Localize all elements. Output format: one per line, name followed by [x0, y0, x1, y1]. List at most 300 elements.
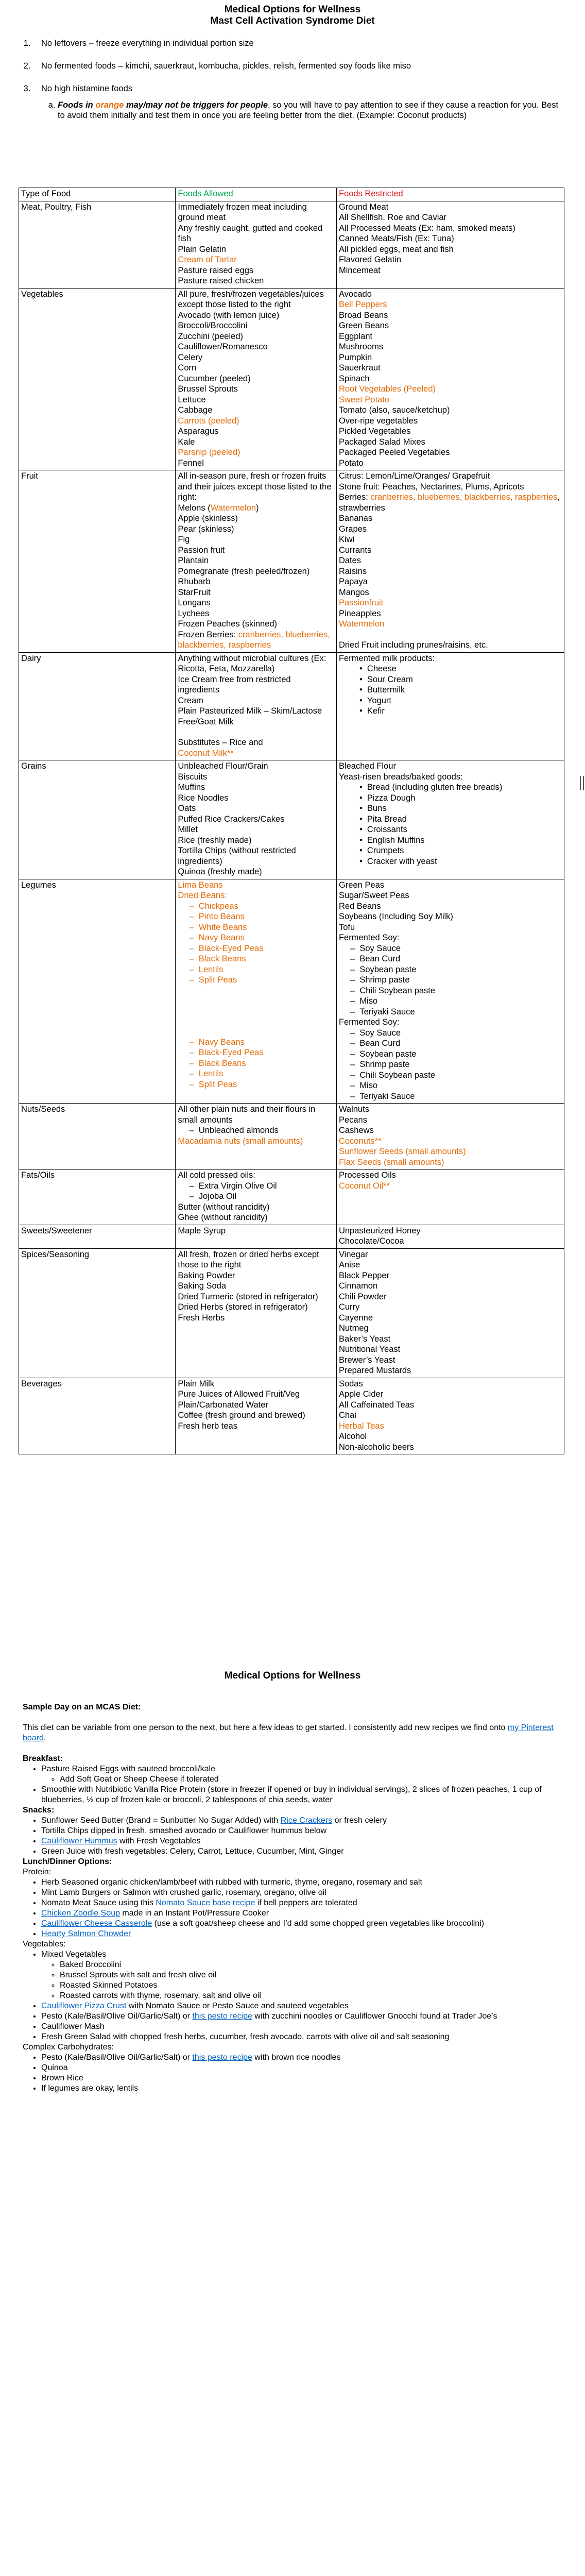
list-item [41, 1836, 559, 1846]
food-item: Passion fruit [178, 545, 225, 555]
food-item: Rice Noodles [178, 793, 229, 803]
food-item: Walnuts [338, 1105, 369, 1114]
food-item: • Buttermilk [339, 685, 562, 696]
food-item: – Jojoba Oil [178, 1191, 334, 1202]
food-item: Macadamia nuts (small amounts) [178, 1136, 303, 1146]
food-item: Sugar/Sweet Peas [338, 891, 409, 900]
list-item: • Tortilla Chips dipped in fresh, smashed avocado or Cauliflower hummus below [41, 1826, 559, 1836]
foods-allowed-cell [176, 470, 337, 653]
protein-label: Protein: [23, 1868, 51, 1876]
food-item: Puffed Rice Crackers/Cakes [178, 814, 285, 824]
lunch-label: Lunch/Dinner Options: [23, 1857, 112, 1866]
food-item: – Soybean paste [339, 1049, 562, 1060]
food-item: Ground Meat [338, 202, 389, 212]
food-item: Sodas [338, 1379, 363, 1388]
food-item: Dried Turmeric (stored in refrigerator) [178, 1292, 318, 1301]
intro-paragraph [23, 1723, 559, 1743]
blank-line [178, 1016, 334, 1027]
food-item: Cashews [338, 1126, 374, 1135]
food-item: Muffins [178, 783, 205, 792]
table-row [19, 1225, 564, 1248]
food-item: – Black Beans [178, 954, 334, 964]
list-item [41, 1764, 559, 1785]
food-item: Sauerkraut [338, 363, 381, 372]
food-item: StarFruit [178, 587, 211, 597]
sub-list [41, 1774, 559, 1785]
food-item: Plain Gelatin [178, 244, 226, 254]
food-item: Fig [178, 535, 190, 544]
table-row [19, 652, 564, 760]
list-item [41, 1898, 559, 1908]
item-text: or fresh celery [332, 1816, 387, 1825]
nomato-sauce-link[interactable]: Nomato Sauce base recipe [156, 1899, 255, 1907]
food-item: Brewer’s Yeast [338, 1355, 395, 1365]
food-item: – Bean Curd [339, 1038, 562, 1049]
food-item: Maple Syrup [178, 1226, 226, 1235]
food-item: Asparagus [178, 427, 219, 436]
list-item: • Cauliflower Mash [41, 2022, 559, 2032]
food-item: Coconuts** [338, 1136, 382, 1146]
table-row [19, 470, 564, 653]
pesto-recipe-link[interactable]: this pesto recipe [192, 2012, 252, 2021]
food-item: Unpasteurized Honey [338, 1226, 421, 1235]
food-item: Cucumber (peeled) [178, 374, 251, 383]
food-item: – Teriyaki Sauce [339, 1007, 562, 1018]
food-item: Mangos [338, 587, 369, 597]
food-item: Celery [178, 352, 203, 362]
food-item: Dried Herbs (stored in refrigerator) [178, 1302, 308, 1312]
table-row [19, 760, 564, 879]
food-item: Ghee (without rancidity) [178, 1213, 268, 1222]
food-item: – Lentils [178, 1069, 334, 1079]
cauliflower-casserole-link[interactable]: Cauliflower Cheese Casserole [41, 1919, 152, 1928]
food-item: Canned Meats/Fish (Ex: Tuna) [338, 234, 454, 243]
foods-allowed-cell [176, 288, 337, 470]
food-item: Dried Fruit including prunes/raisins, etc. [338, 640, 488, 650]
food-item: Fresh herb teas [178, 1421, 237, 1431]
protein-list [23, 1877, 559, 1939]
title-line-2: Mast Cell Activation Syndrome Diet [210, 15, 375, 26]
food-item: All other plain nuts and their flours in small amounts [178, 1105, 316, 1125]
list-item: • Green Juice with fresh vegetables: Celery, Carrot, Lettuce, Cucumber, Mint, Ginger [41, 1846, 559, 1857]
vegetables-label: Vegetables: [23, 1940, 66, 1948]
food-type-cell: Meat, Poultry, Fish [19, 201, 176, 288]
carbs-label: Complex Carbohydrates: [23, 2043, 114, 2052]
food-item-part: Watermelon [210, 503, 256, 513]
food-item: Millet [178, 825, 198, 834]
food-item: Immediately frozen meat including ground meat [178, 202, 307, 222]
food-item: Frozen Peaches (skinned) [178, 619, 278, 629]
foods-restricted-cell [336, 1104, 564, 1170]
foods-allowed-cell [176, 652, 337, 760]
food-item: Zucchini (peeled) [178, 331, 243, 341]
food-item: – Black Beans [178, 1058, 334, 1069]
food-item: – Unbleached almonds [178, 1125, 334, 1136]
food-item: • English Muffins [339, 835, 562, 846]
food-item: Herbal Teas [338, 1421, 384, 1431]
list-item: • If legumes are okay, lentils [41, 2083, 559, 2094]
food-item: – Lentils [178, 964, 334, 975]
food-item: Flavored Gelatin [338, 255, 402, 264]
food-item: All pickled eggs, meat and fish [338, 244, 454, 254]
item-text: Pesto (Kale/Basil/Olive Oil/Garlic/Salt) or [41, 2053, 193, 2062]
foods-allowed-cell [176, 760, 337, 879]
food-item-part: cranberries, blueberries, blackberries, raspberries [178, 630, 330, 650]
food-item: Yeast-risen breads/baked goods: [338, 772, 463, 782]
blank-line [178, 1027, 334, 1037]
food-item: Butter (without rancidity) [178, 1202, 270, 1212]
food-item: Vinegar [338, 1249, 368, 1259]
food-item: • Crumpets [339, 845, 562, 856]
diet-rules-list [0, 38, 585, 121]
snacks-list [23, 1816, 559, 1857]
food-item: Alcohol [338, 1432, 367, 1441]
food-item: – Chili Soybean paste [339, 1070, 562, 1081]
food-item: Tortilla Chips (without restricted ingredients) [178, 846, 296, 866]
page-sample-day [0, 1664, 585, 2576]
list-item: • Smoothie with Nutribiotic Vanilla Rice Protein (store in freezer if opened or buy in individual servings), 2 slices of frozen peaches, 1 cup of blueberries, ½ cup of frozen kale or broccoli, 2 tablespoons of chia seeds, water [41, 1785, 559, 1805]
food-item [178, 503, 334, 514]
item-text: Pasture Raised Eggs with sauteed broccoli/kale [41, 1765, 215, 1773]
document-title: Medical Options for Wellness [224, 1670, 361, 1681]
food-item: Papaya [338, 577, 368, 586]
food-type-cell: Fats/Oils [19, 1170, 176, 1225]
food-item: Pumpkin [338, 352, 372, 362]
food-item [339, 492, 562, 513]
food-item: Oats [178, 804, 196, 813]
food-item: – Shrimp paste [339, 975, 562, 986]
food-item: Passionfruit [338, 598, 384, 607]
food-item [178, 630, 334, 651]
food-item: – Soy Sauce [339, 943, 562, 954]
snacks-label: Snacks: [23, 1806, 55, 1815]
foods-allowed-cell [176, 201, 337, 288]
food-item: Flax Seeds (small amounts) [338, 1157, 444, 1167]
blank-line [178, 996, 334, 1006]
food-item: Processed Oils [338, 1171, 396, 1180]
foods-restricted-cell [336, 879, 564, 1104]
food-item: All in-season pure, fresh or frozen fruits and their juices except those listed to the right: [178, 471, 332, 502]
food-item: Bananas [338, 514, 373, 523]
food-item: Broccoli/Broccolini [178, 321, 248, 330]
food-item-part: cranberries, blueberries, blackberries, raspberries [370, 493, 558, 502]
food-type-cell: Grains [19, 760, 176, 879]
food-item: Quinoa (freshly made) [178, 867, 262, 876]
food-item: Coffee (fresh ground and brewed) [178, 1411, 305, 1420]
blank-line [178, 727, 334, 737]
foods-restricted-cell [336, 288, 564, 470]
food-item: Baking Soda [178, 1281, 226, 1291]
food-item: Mincemeat [338, 265, 381, 275]
food-item: • Kefir [339, 706, 562, 717]
food-item: Citrus: Lemon/Lime/Oranges/ Grapefruit [338, 471, 490, 481]
item-text: with Nomato Sauce or Pesto Sauce and sauteed vegetables [126, 2002, 349, 2010]
pinterest-link[interactable]: my Pinterest board [23, 1723, 554, 1742]
food-item: Pecans [338, 1115, 367, 1125]
food-item: Fermented Soy: [338, 1018, 400, 1027]
item-text: with brown rice noodles [252, 2053, 341, 2062]
header-restricted: Foods Restricted [336, 188, 564, 201]
food-item: Any freshly caught, gutted and cooked fish [178, 223, 323, 243]
cauliflower-hummus-link[interactable]: Cauliflower Hummus [41, 1837, 117, 1845]
food-item: Baker’s Yeast [338, 1334, 391, 1344]
item-text: Pesto (Kale/Basil/Olive Oil/Garlic/Salt) or [41, 2012, 193, 2021]
food-item: Baking Powder [178, 1270, 235, 1280]
breakfast-list [23, 1764, 559, 1805]
list-item: ◦ Roasted carrots with thyme, rosemary, salt and olive oil [60, 1991, 559, 2001]
food-item: – Teriyaki Sauce [339, 1091, 562, 1102]
food-item: Biscuits [178, 772, 208, 782]
food-item: All Shellfish, Roe and Caviar [338, 213, 447, 222]
food-item: Currants [338, 545, 372, 555]
food-item: Pear (skinless) [178, 524, 234, 534]
food-type-cell: Beverages [19, 1378, 176, 1454]
food-item: – Split Peas [178, 1079, 334, 1090]
list-item: ◦ Roasted Skinned Potatoes [60, 1980, 559, 1991]
food-item: – Chili Soybean paste [339, 986, 562, 996]
orange-note [58, 100, 564, 121]
food-item: Fermented Soy: [338, 933, 400, 942]
food-item: All fresh, frozen or dried herbs except those to the right [178, 1249, 319, 1269]
foods-restricted-cell [336, 470, 564, 653]
breakfast-label: Breakfast: [23, 1754, 63, 1763]
food-item: • Cracker with yeast [339, 856, 562, 867]
food-item: Watermelon [338, 619, 385, 629]
food-type-cell: Dairy [19, 652, 176, 760]
header-type: Type of Food [19, 188, 176, 201]
list-item: • Brown Rice [41, 2073, 559, 2083]
note-prefix: Foods in [58, 100, 93, 110]
food-item: – Miso [339, 1080, 562, 1091]
sub-list [41, 1960, 559, 2001]
food-item: Cream [178, 696, 203, 705]
food-item: Coconut Milk** [178, 748, 234, 758]
table-row [19, 1170, 564, 1225]
food-item: Pickled Vegetables [338, 427, 411, 436]
list-item [41, 1919, 559, 1929]
food-item: Pomegranate (fresh peeled/frozen) [178, 566, 310, 576]
food-item: Cream of Tartar [178, 255, 237, 264]
foods-restricted-cell [336, 652, 564, 760]
food-item: – Soy Sauce [339, 1028, 562, 1039]
food-item: Anise [338, 1260, 360, 1269]
food-item: Avocado [338, 289, 372, 299]
foods-table-body [19, 201, 564, 1454]
vegetables-list [23, 1950, 559, 2042]
food-type-cell: Vegetables [19, 288, 176, 470]
note-bold-part: may/may not be triggers for people [126, 100, 268, 110]
list-item [41, 1816, 559, 1826]
food-item: Parsnip (peeled) [178, 448, 240, 457]
food-type-cell: Nuts/Seeds [19, 1104, 176, 1170]
food-item: Chai [338, 1411, 356, 1420]
food-type-cell: Sweets/Sweetener [19, 1225, 176, 1248]
food-item-part: Melons ( [178, 503, 211, 513]
list-item: • Mint Lamb Burgers or Salmon with crushed garlic, rosemary, oregano, olive oil [41, 1888, 559, 1898]
food-item: • Yogurt [339, 696, 562, 706]
food-type-cell: Spices/Seasoning [19, 1248, 176, 1378]
food-item: Pineapples [338, 608, 381, 618]
list-item: • Fresh Green Salad with chopped fresh herbs, cucumber, fresh avocado, carrots with olive oil and salt seasoning [41, 2032, 559, 2042]
item-text: Sunflower Seed Butter (Brand = Sunbutter No Sugar Added) with [41, 1816, 281, 1825]
food-item: Green Beans [338, 321, 389, 330]
food-item: Bell Peppers [338, 300, 387, 309]
foods-restricted-cell [336, 201, 564, 288]
sample-heading: Sample Day on an MCAS Diet: [23, 1703, 141, 1711]
food-item: Fermented milk products: [338, 653, 435, 663]
intro-end: . [43, 1734, 46, 1742]
food-item: Ice Cream free from restricted ingredients [178, 674, 291, 694]
food-item: • Bread (including gluten free breads) [339, 782, 562, 793]
item-text: if bell peppers are tolerated [255, 1899, 357, 1907]
food-item: Fresh Herbs [178, 1313, 225, 1323]
item-text: Nomato Meat Sauce using this [41, 1899, 156, 1907]
chicken-zoodle-soup-link[interactable]: Chicken Zoodle Soup [41, 1909, 120, 1918]
list-item: ◦ Add Soft Goat or Sheep Cheese if tolerated [60, 1774, 559, 1785]
foods-allowed-cell [176, 1225, 337, 1248]
food-item: Dried Beans: [178, 891, 227, 900]
food-item: Potato [338, 458, 364, 468]
food-item: Corn [178, 363, 197, 372]
food-item: Longans [178, 598, 211, 607]
list-item [41, 2053, 559, 2063]
table-row [19, 879, 564, 1104]
food-item: – Black-Eyed Peas [178, 943, 334, 954]
food-item: Red Beans [338, 901, 381, 911]
list-item: • Quinoa [41, 2063, 559, 2073]
food-item: – Extra Virgin Olive Oil [178, 1181, 334, 1192]
list-item [41, 1950, 559, 2001]
page-scroll-handle[interactable] [580, 776, 584, 790]
blank-line [339, 630, 562, 640]
food-item: Sunflower Seeds (small amounts) [338, 1147, 466, 1156]
food-item-part: , strawberries [338, 493, 560, 513]
food-item: – Shrimp paste [339, 1059, 562, 1070]
food-item: Eggplant [338, 331, 373, 341]
foods-table [19, 188, 564, 1454]
food-item: Cinnamon [338, 1281, 378, 1291]
foods-allowed-cell [176, 1170, 337, 1225]
food-item: Pasture raised eggs [178, 265, 254, 275]
food-item: Bleached Flour [338, 761, 396, 771]
item-text: with Fresh Vegetables [117, 1837, 201, 1845]
blank-line [178, 1006, 334, 1016]
food-item: Pasture raised chicken [178, 276, 264, 285]
food-item: Pure Juices of Allowed Fruit/Veg [178, 1389, 300, 1399]
list-item [41, 1908, 559, 1919]
table-row [19, 1104, 564, 1170]
food-item: Plantain [178, 556, 209, 565]
foods-restricted-cell [336, 1170, 564, 1225]
salmon-chowder-link[interactable]: Hearty Salmon Chowder [41, 1929, 131, 1938]
food-item: Mushrooms [338, 342, 384, 351]
food-item: – Black-Eyed Peas [178, 1047, 334, 1058]
food-item: Packaged Salad Mixes [338, 437, 425, 447]
food-item: Cabbage [178, 405, 213, 415]
food-item: • Buns [339, 803, 562, 814]
table-row [19, 1378, 564, 1454]
food-item: – Bean Curd [339, 954, 562, 964]
food-item: Broad Beans [338, 310, 388, 320]
pesto-recipe-link[interactable]: this pesto recipe [192, 2053, 252, 2062]
food-item: – Pinto Beans [178, 911, 334, 922]
food-item: Plain/Carbonated Water [178, 1400, 268, 1410]
food-item: – Navy Beans [178, 933, 334, 943]
foods-restricted-cell [336, 1225, 564, 1248]
food-item: Black Pepper [338, 1270, 390, 1280]
food-item: Rice (freshly made) [178, 835, 252, 845]
food-item: Carrots (peeled) [178, 416, 239, 426]
cauliflower-pizza-link[interactable]: Cauliflower Pizza Crust [41, 2002, 127, 2010]
foods-restricted-cell [336, 1248, 564, 1378]
food-item: – Navy Beans [178, 1037, 334, 1048]
food-item: Anything without microbial cultures (Ex: Ricotta, Feta, Mozzarella) [178, 653, 326, 673]
table-header-row [19, 188, 564, 201]
note-rest: , so you will have to pay attention to see if they cause a reaction for you. Best to avoid them initially and test them in once you are feeling better from the diet. (Example: Coconut products) [58, 100, 559, 120]
food-item: Unbleached Flour/Grain [178, 761, 268, 771]
sample-day-section [0, 1702, 585, 2094]
list-item [41, 2001, 559, 2011]
food-item: Prepared Mustards [338, 1366, 411, 1375]
food-item: Nutritional Yeast [338, 1345, 401, 1354]
food-item: All Processed Meats (Ex: ham, smoked meats) [338, 223, 515, 233]
document-title [0, 0, 585, 27]
list-item [41, 1929, 559, 1939]
list-item: ◦ Brussel Sprouts with salt and fresh olive oil [60, 1970, 559, 1980]
rule-subnote-list [41, 100, 564, 121]
food-type-cell: Fruit [19, 470, 176, 653]
food-item: Soybeans (Including Soy Milk) [338, 912, 453, 921]
list-item: • Herb Seasoned organic chicken/lamb/beef with rubbed with turmeric, thyme, oregano, rosemary and salt [41, 1877, 559, 1888]
food-item: Substitutes – Rice and [178, 738, 263, 747]
food-item: Chili Powder [338, 1292, 387, 1301]
food-item: Brussel Sprouts [178, 384, 238, 394]
food-item: Tomato (also, sauce/ketchup) [338, 405, 450, 415]
food-item: Kale [178, 437, 195, 447]
food-item: Avocado (with lemon juice) [178, 310, 280, 320]
food-item: Dates [338, 556, 362, 565]
table-row [19, 1248, 564, 1378]
rule-item [33, 83, 564, 121]
food-item: Cayenne [338, 1313, 373, 1323]
food-item: Spinach [338, 374, 370, 383]
food-item: • Pita Bread [339, 814, 562, 825]
rule-text: No high histamine foods [41, 84, 133, 93]
header-allowed: Foods Allowed [176, 188, 337, 201]
rule-item: 1. No leftovers – freeze everything in individual portion size [33, 38, 564, 48]
food-item: Plain Pasteurized Milk – Skim/Lactose Free/Goat Milk [178, 706, 322, 726]
food-item: – Miso [339, 996, 562, 1007]
food-item: Rhubarb [178, 577, 211, 586]
food-item: – Chickpeas [178, 901, 334, 912]
food-item: Fennel [178, 458, 204, 468]
rice-crackers-link[interactable]: Rice Crackers [280, 1816, 333, 1825]
food-item: Coconut Oil** [338, 1181, 390, 1191]
table-row [19, 288, 564, 470]
food-item: Kiwi [338, 535, 355, 544]
food-item: Curry [338, 1302, 360, 1312]
food-item: • Sour Cream [339, 674, 562, 685]
food-item: • Croissants [339, 824, 562, 835]
title-line-1: Medical Options for Wellness [224, 4, 361, 15]
food-item: • Pizza Dough [339, 793, 562, 804]
food-item: • Cheese [339, 664, 562, 674]
food-item: Tofu [338, 922, 355, 932]
food-item: Stone fruit: Peaches, Nectarines, Plums, Apricots [338, 482, 524, 492]
table-row [19, 201, 564, 288]
food-item: Cauliflower/Romanesco [178, 342, 268, 351]
item-text: with zucchini noodles or Cauliflower Gnocchi found at Trader Joe’s [252, 2012, 497, 2021]
